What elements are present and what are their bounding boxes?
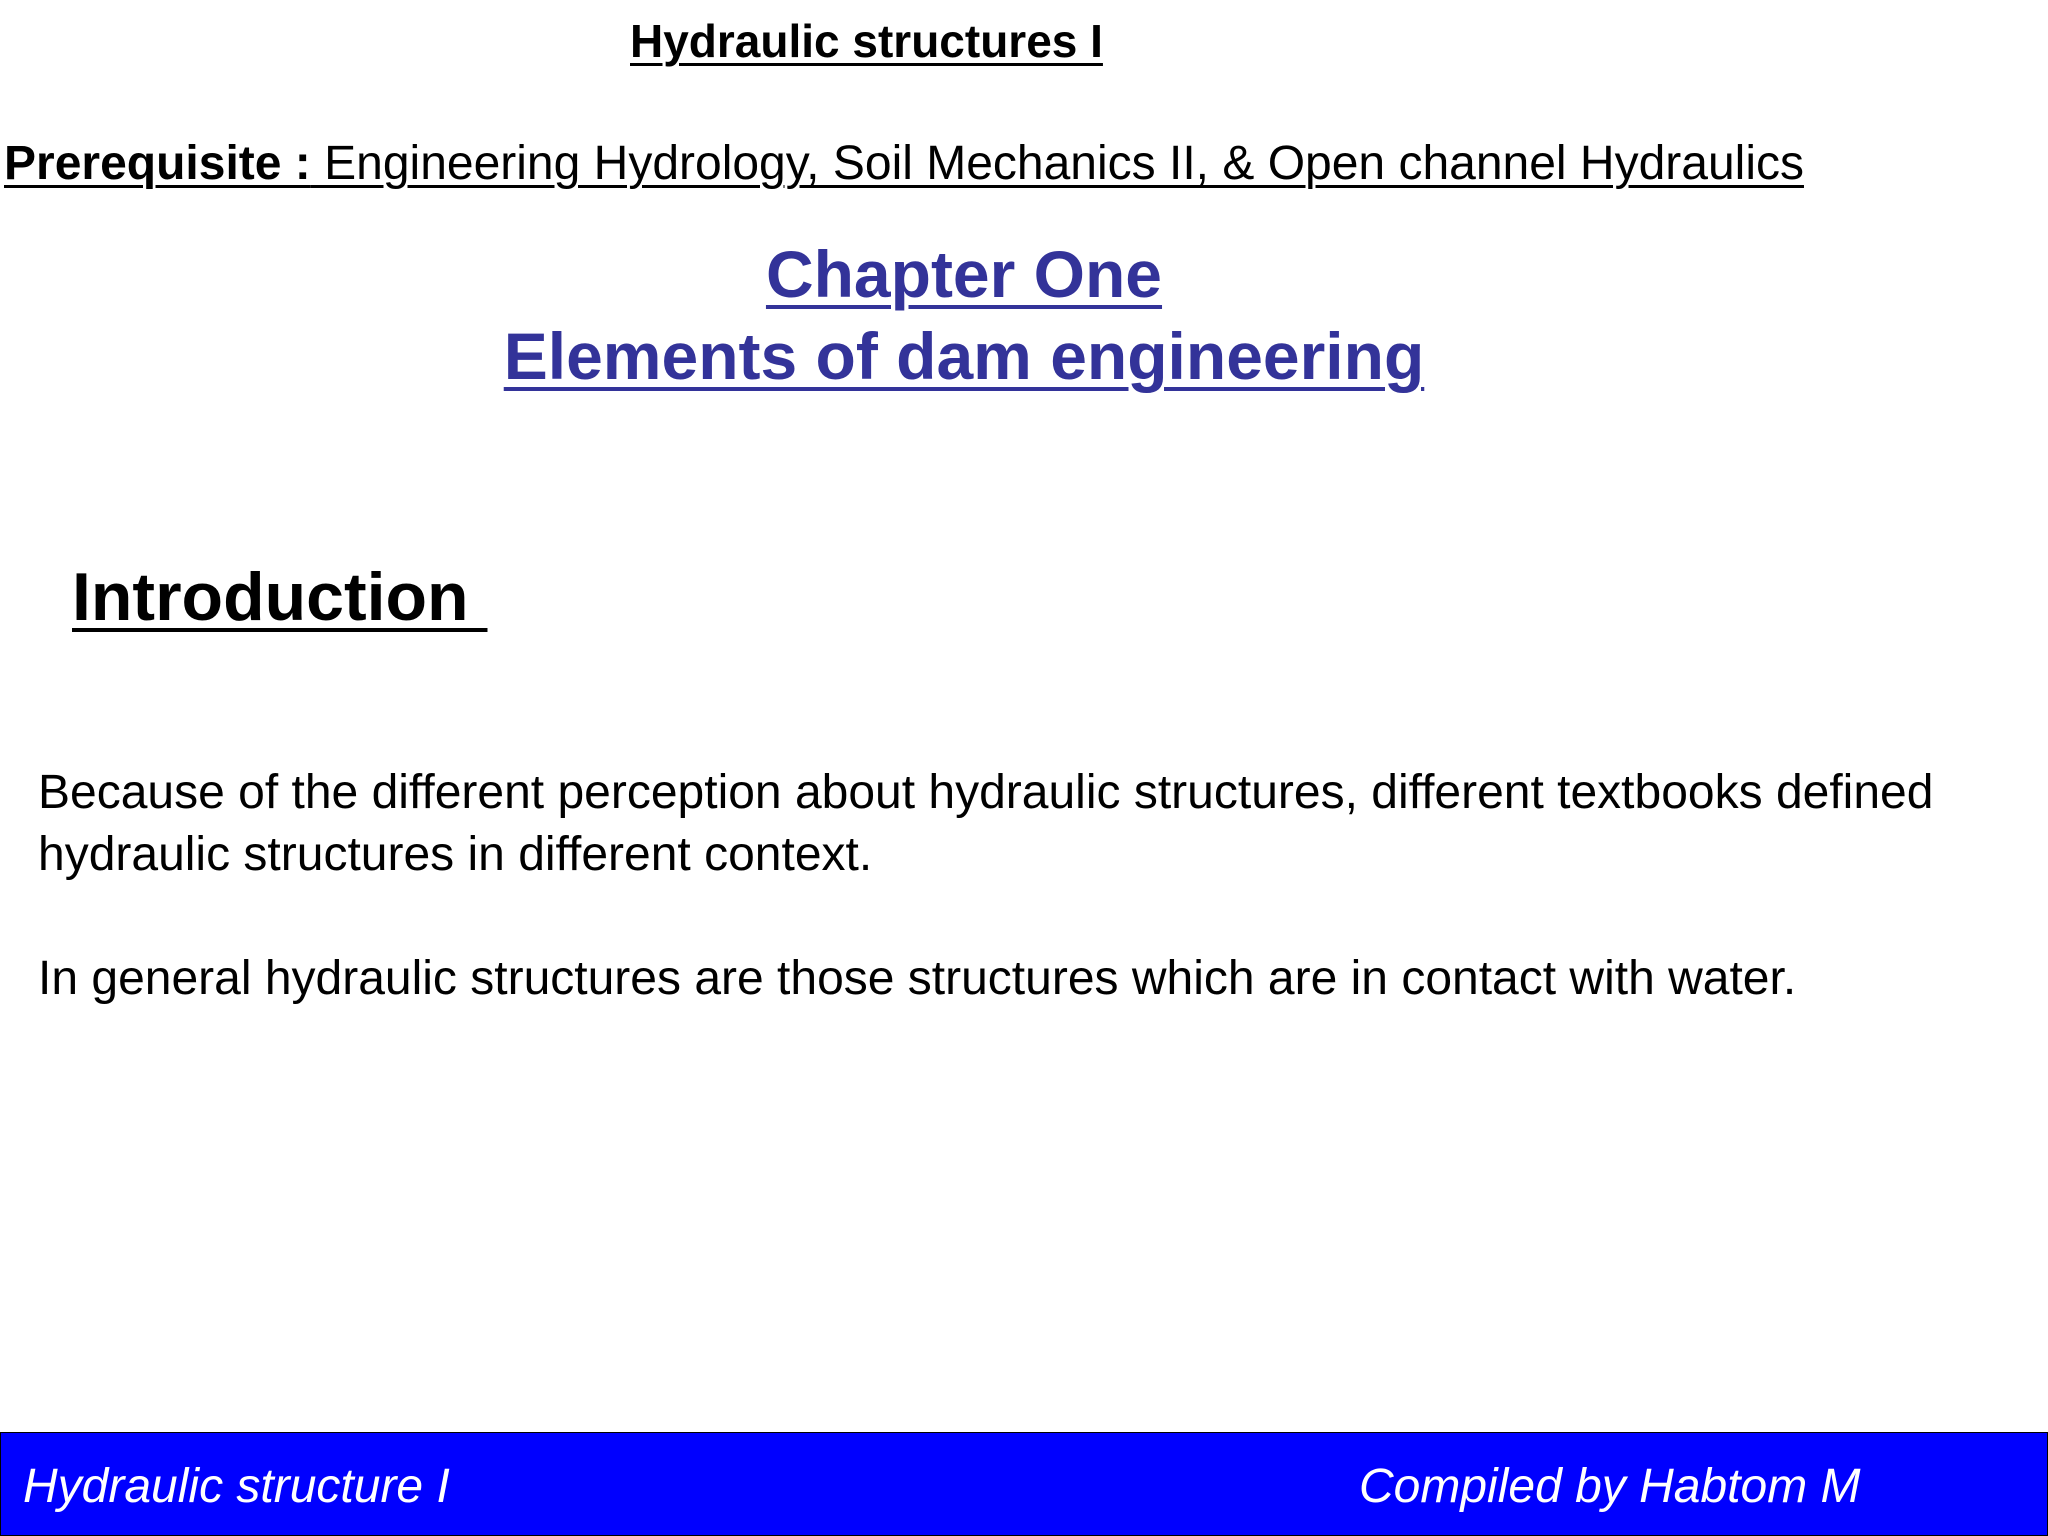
body-paragraph: In general hydraulic structures are those structures which are in contact with water. xyxy=(38,952,1797,1005)
chapter-subtitle: Elements of dam engineering xyxy=(503,319,1425,393)
chapter-title: Chapter One xyxy=(765,237,1163,311)
section-heading: Introduction xyxy=(72,559,488,635)
body-paragraph: Because of the different perception about hydraulic structures, different textbooks defined hydraulic structures in different context. xyxy=(38,766,1934,881)
prerequisite-text: Engineering Hydrology, Soil Mechanics II, & Open channel Hydraulics xyxy=(310,137,1804,190)
course-title: Hydraulic structures I xyxy=(630,15,1103,67)
footer-author: Compiled by Habtom M xyxy=(1359,1460,1861,1513)
footer-bar xyxy=(0,1432,2048,1536)
prerequisite-line xyxy=(4,136,1804,191)
prerequisite-label: Prerequisite : xyxy=(4,137,311,190)
footer-course-name: Hydraulic structure I xyxy=(23,1460,450,1513)
